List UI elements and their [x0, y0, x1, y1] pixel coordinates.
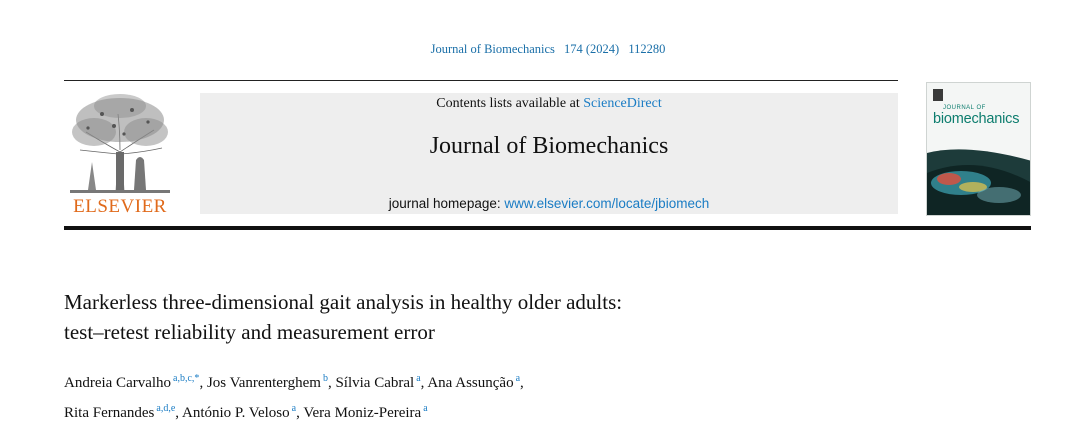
citation-journal[interactable]: Journal of Biomechanics — [430, 42, 555, 56]
journal-title: Journal of Biomechanics — [429, 133, 669, 159]
header-divider — [64, 80, 898, 81]
author-name[interactable]: Rita Fernandes — [64, 405, 155, 421]
homepage-prefix: journal homepage: — [388, 196, 501, 211]
cover-label: biomechanics — [933, 111, 1020, 127]
contents-line — [200, 96, 898, 112]
author-name[interactable]: Vera Moniz-Pereira — [303, 405, 422, 421]
journal-banner — [200, 93, 898, 214]
publisher-name: ELSEVIER — [73, 196, 167, 217]
article-title-line-2: test–retest reliability and measurement error — [64, 320, 435, 344]
author-name[interactable]: Sílvia Cabral — [335, 375, 415, 391]
cover-label-small: JOURNAL OF — [943, 105, 986, 111]
author-affiliation[interactable]: a,d,e — [156, 403, 176, 414]
author-list — [64, 366, 1024, 425]
author-name[interactable]: Ana Assunção — [427, 375, 514, 391]
journal-cover-thumbnail[interactable] — [926, 82, 1031, 216]
author-affiliation[interactable]: a — [423, 403, 428, 414]
author-affiliation[interactable]: a — [416, 373, 421, 384]
homepage-link[interactable]: www.elsevier.com/locate/jbiomech — [504, 196, 710, 211]
author-affiliation[interactable]: a — [291, 403, 297, 414]
citation-article-number: 112280 — [628, 42, 666, 56]
contents-prefix: Contents lists available at — [436, 96, 580, 111]
author-line-1: Andreia Carvalho $^{a,b,c,*}$, Jos Vanrenterghem $^b$, Sílvia Cabral $^a$, Ana Assunção $^a$, — [64, 373, 524, 391]
author-affiliation[interactable]: a,b,c,* — [173, 373, 200, 384]
author-line-2: Rita Fernandes $^{a,d,e}$, António P. Veloso $^a$, Vera Moniz-Pereira $^a$ — [64, 403, 428, 421]
author-name[interactable]: Andreia Carvalho — [64, 375, 172, 391]
article-title-line-1: Markerless three-dimensional gait analysis in healthy older adults: — [64, 290, 623, 314]
citation-volume: 174 (2024) — [564, 42, 620, 56]
author-name[interactable]: Jos Vanrenterghem — [206, 375, 321, 391]
header-bottom-rule — [64, 226, 1031, 230]
author-affiliation[interactable]: a — [515, 373, 521, 384]
journal-citation — [0, 42, 1080, 57]
sciencedirect-link[interactable]: ScienceDirect — [583, 96, 662, 111]
author-affiliation[interactable]: b — [322, 373, 328, 384]
article-title — [64, 287, 964, 347]
author-name[interactable]: António P. Veloso — [181, 405, 290, 421]
homepage-line — [200, 196, 898, 211]
